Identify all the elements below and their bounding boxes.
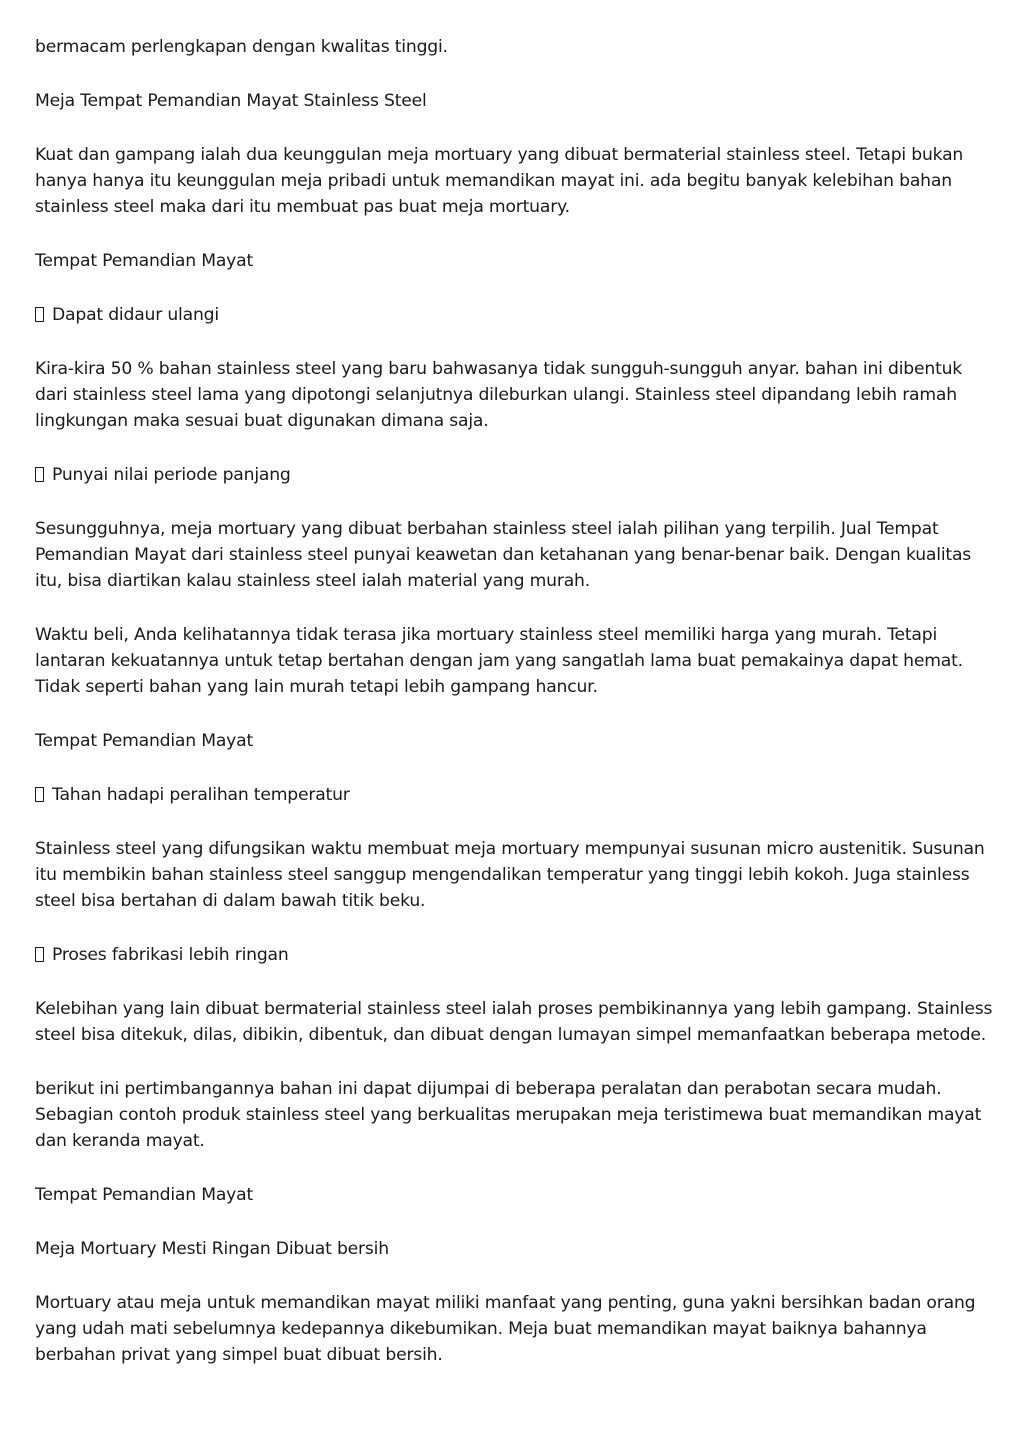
bullet-text: Proses fabrikasi lebih ringan (52, 945, 289, 965)
document-body (35, 34, 993, 1396)
bullet-item-periode (35, 462, 993, 488)
paragraph-austenitik: Stainless steel yang difungsikan waktu membuat meja mortuary mempunyai susunan micro austenitik. Susunan itu membikin bahan stainless steel sanggup mengendalikan temperatur yang tinggi lebih kokoh. Juga stainless steel bisa bertahan di dalam bawah titik beku. (35, 839, 985, 911)
bullet-text: Punyai nilai periode panjang (52, 465, 291, 485)
bullet-text: Dapat didaur ulangi (52, 305, 219, 325)
heading-tempat-pemandian: Tempat Pemandian Mayat (35, 731, 254, 751)
paragraph-continuation: bermacam perlengkapan dengan kwalitas tinggi. (35, 37, 448, 57)
heading-meja-stainless: Meja Tempat Pemandian Mayat Stainless Steel (35, 91, 427, 111)
paragraph-kuat-gampang: Kuat dan gampang ialah dua keunggulan meja mortuary yang dibuat bermaterial stainless steel. Tetapi bukan hanya hanya itu keunggulan meja pribadi untuk memandikan mayat ini. ada begitu banyak kelebihan bahan stainless steel maka dari itu membuat pas buat meja mortuary. (35, 145, 964, 217)
paragraph-waktu-beli: Waktu beli, Anda kelihatannya tidak terasa jika mortuary stainless steel memiliki harga yang murah. Tetapi lantaran kekuatannya untuk tetap bertahan dengan jam yang sangatlah lama buat pemakainya dapat hemat. Tidak seperti bahan yang lain murah tetapi lebih gampang hancur. (35, 625, 963, 697)
paragraph-kira-kira: Kira-kira 50 % bahan stainless steel yang baru bahwasanya tidak sungguh-sungguh anyar. bahan ini dibentuk dari stainless steel lama yang dipotongi selanjutnya dileburkan ulangi. Stainless steel dipandang lebih ramah lingkungan maka sesuai buat digunakan dimana saja. (35, 359, 963, 431)
bullet-item-fabrikasi (35, 942, 993, 968)
bullet-item-temperatur (35, 782, 993, 808)
missing-glyph-box-icon (35, 787, 44, 802)
paragraph-kelebihan: Kelebihan yang lain dibuat bermaterial stainless steel ialah proses pembikinannya yang lebih gampang. Stainless steel bisa ditekuk, dilas, dibikin, dibentuk, dan dibuat dengan lumayan simpel memanfaatkan beberapa metode. (35, 999, 993, 1045)
paragraph-mortuary: Mortuary atau meja untuk memandikan mayat miliki manfaat yang penting, guna yakni bersihkan badan orang yang udah mati sebelumnya kedepannya dikebumikan. Meja buat memandikan mayat baiknya bahannya berbahan privat yang simpel buat dibuat bersih. (35, 1293, 976, 1365)
missing-glyph-box-icon (35, 947, 44, 962)
heading-tempat-pemandian: Tempat Pemandian Mayat (35, 1185, 254, 1205)
bullet-text: Tahan hadapi peralihan temperatur (52, 785, 350, 805)
heading-tempat-pemandian: Tempat Pemandian Mayat (35, 251, 254, 271)
missing-glyph-box-icon (35, 467, 44, 482)
paragraph-berikut: berikut ini pertimbangannya bahan ini dapat dijumpai di beberapa peralatan dan perabotan secara mudah. Sebagian contoh produk stainless steel yang berkualitas merupakan meja teristimewa buat memandikan mayat dan keranda mayat. (35, 1079, 982, 1151)
heading-meja-mortuary: Meja Mortuary Mesti Ringan Dibuat bersih (35, 1239, 389, 1259)
bullet-item-didaur (35, 302, 993, 328)
missing-glyph-box-icon (35, 307, 44, 322)
paragraph-sesungguhnya: Sesungguhnya, meja mortuary yang dibuat berbahan stainless steel ialah pilihan yang terpilih. Jual Tempat Pemandian Mayat dari stainless steel punyai keawetan dan ketahanan yang benar-benar baik. Dengan kualitas itu, bisa diartikan kalau stainless steel ialah material yang murah. (35, 519, 972, 591)
